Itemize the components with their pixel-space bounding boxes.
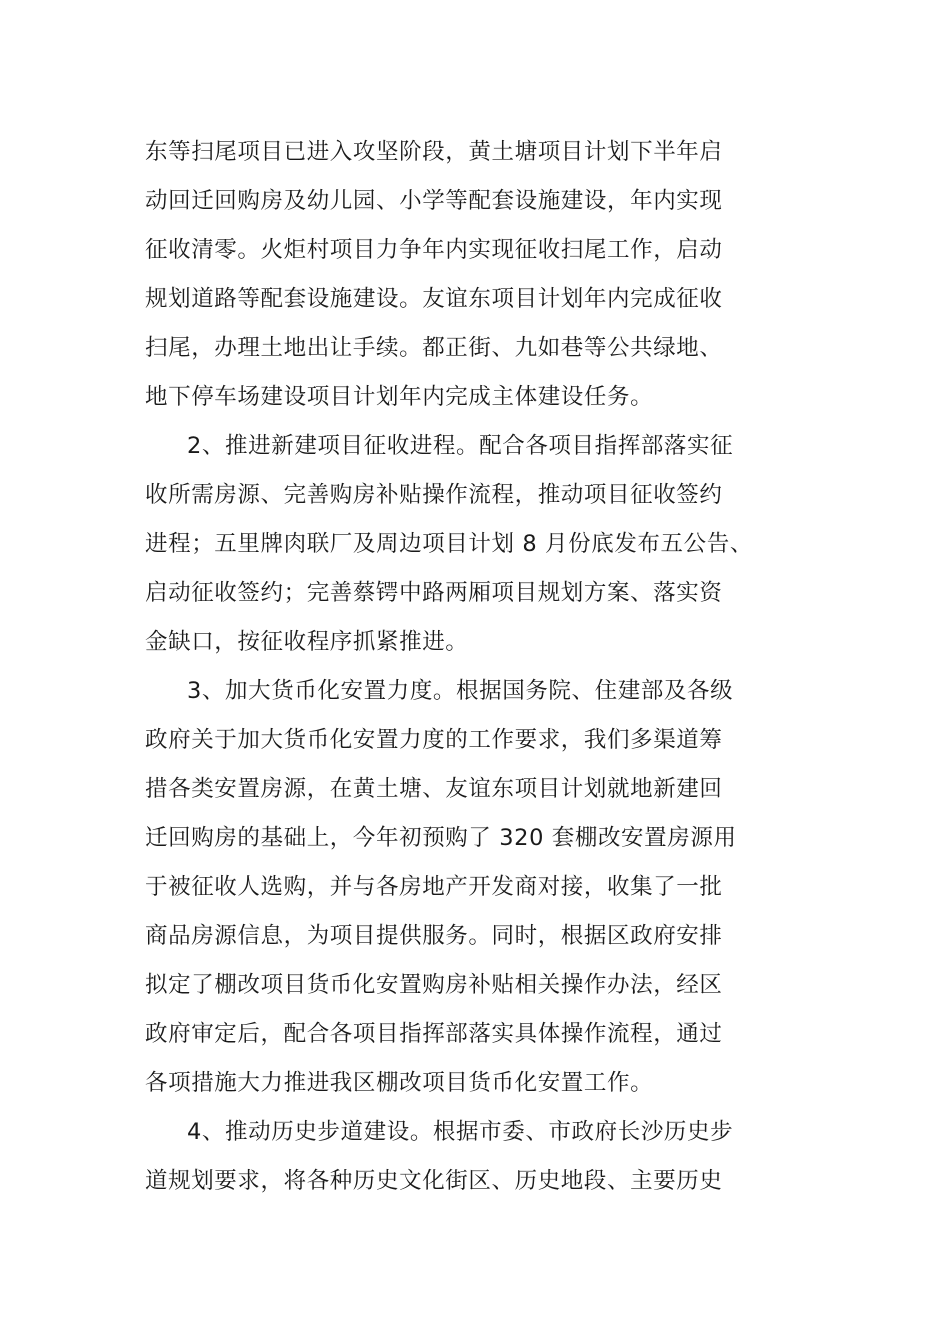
- text-line: 金缺口，按征收程序抓紧推进。: [145, 629, 469, 655]
- text-line: 地下停车场建设项目计划年内完成主体建设任务。: [145, 384, 654, 410]
- text-line: 商品房源信息，为项目提供服务。同时，根据区政府安排: [145, 923, 723, 949]
- text-line: 收所需房源、完善购房补贴操作流程，推动项目征收签约: [145, 482, 723, 508]
- text-line: 拟定了棚改项目货币化安置购房补贴相关操作办法，经区: [145, 972, 723, 998]
- text-line: 征收清零。火炬村项目力争年内实现征收扫尾工作，启动: [145, 237, 723, 263]
- text-line: 迁回购房的基础上，今年初预购了 320 套棚改安置房源用: [145, 825, 737, 851]
- text-line: 措各类安置房源，在黄土塘、友谊东项目计划就地新建回: [145, 776, 723, 802]
- text-line: 扫尾，办理土地出让手续。都正街、九如巷等公共绿地、: [145, 335, 723, 361]
- text-line: 东等扫尾项目已进入攻坚阶段，黄土塘项目计划下半年启: [145, 139, 723, 165]
- text-line: 规划道路等配套设施建设。友谊东项目计划年内完成征收: [145, 286, 723, 312]
- text-line: 政府关于加大货币化安置力度的工作要求，我们多渠道筹: [145, 727, 723, 753]
- text-line: 于被征收人选购，并与各房地产开发商对接，收集了一批: [145, 874, 723, 900]
- paragraph-2-heading-line: 2、推进新建项目征收进程。配合各项目指挥部落实征: [187, 433, 734, 459]
- text-line: 进程；五里牌肉联厂及周边项目计划 8 月份底发布五公告、: [145, 531, 753, 557]
- text-line: 道规划要求，将各种历史文化街区、历史地段、主要历史: [145, 1168, 723, 1194]
- document-body: [145, 128, 810, 1206]
- text-line: 各项措施大力推进我区棚改项目货币化安置工作。: [145, 1070, 654, 1096]
- text-line: 启动征收签约；完善蔡锷中路两厢项目规划方案、落实资: [145, 580, 723, 606]
- text-line: 动回迁回购房及幼儿园、小学等配套设施建设，年内实现: [145, 188, 723, 214]
- text-line: 政府审定后，配合各项目指挥部落实具体操作流程，通过: [145, 1021, 723, 1047]
- paragraph-4-heading-line: 4、推动历史步道建设。根据市委、市政府长沙历史步: [187, 1119, 734, 1145]
- paragraph-3-heading-line: 3、加大货币化安置力度。根据国务院、住建部及各级: [187, 678, 734, 704]
